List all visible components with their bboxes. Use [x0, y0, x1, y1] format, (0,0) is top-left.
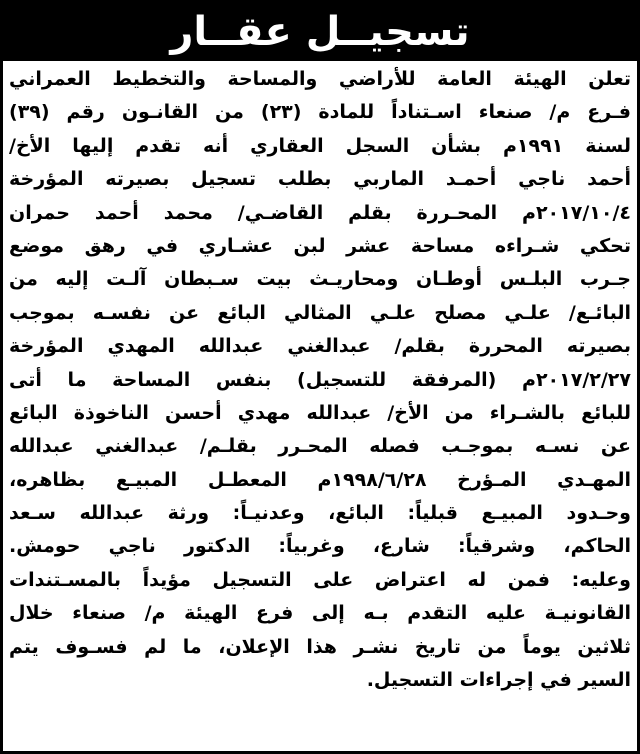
notice-line: ٢٠١٧/٢/٢٧م (المرفقة للتسجيل) بنفس المساحة ما أتى — [9, 368, 631, 391]
notice-body — [9, 63, 631, 697]
notice-line: وعليه: فمن له اعتراض على التسجيل مؤيداً بالمسـتندات — [9, 568, 631, 591]
notice-line: جـرب البلـس أوطـان ومحاريـث بيت سـبطان آلـت إليه من — [9, 268, 631, 291]
notice-line: عن نسـه بموجـب فصله المحـرر بقلـم/ عبدالغني عبدالله — [9, 435, 631, 458]
notice-title: تسجيــل عقــار — [170, 9, 470, 55]
notice-line: للبائع بالشـراء من الأخ/ عبدالله مهدي أحسن الناخوذة البائع — [9, 401, 631, 424]
notice-line: المهـدي المـؤرخ ١٩٩٨/٦/٢٨م المعطـل المبيـع بظاهره، — [9, 468, 631, 491]
notice-line: بصيرته المحررة بقلم/ عبدالغني عبدالله المهدي المؤرخة — [9, 335, 631, 358]
notice-line: فـرع م/ صنعاء اسـتناداً للمادة (٢٣) من القانـون رقم (٣٩) — [9, 101, 631, 124]
notice-line: لسنة ١٩٩١م بشأن السجل العقاري أنه تقدم إليها الأخ/ — [9, 134, 631, 157]
notice-line: الحاكم، وشرقياً: شارع، وغربياً: الدكتور ناجي حومش. — [9, 535, 631, 558]
notice-line: القانونيـة عليه التقدم بـه إلى فرع الهيئة م/ صنعاء خلال — [9, 602, 631, 625]
notice-line: ثلاثين يوماً من تاريخ نشـر هذا الإعلان، ما لم فسـوف يتم — [9, 635, 631, 658]
notice-line: أحمد ناجي أحمـد الماربي بطلب تسجيل بصيرته المؤرخة — [9, 168, 631, 191]
notice-line: ٢٠١٧/١٠/٤م المحـررة بقلم القاضـي/ محمد أحمد حمران — [9, 201, 631, 224]
notice-line: السير في إجراءات التسجيل. — [366, 669, 631, 692]
notice-line: البائـع/ علـي مصلح علـي المثالي البائع عن نفسـه بموجب — [9, 301, 631, 324]
notice-line: وحـدود المبيـع قبلياً: البائع، وعدنيـاً: ورثة عبدالله سـعد — [9, 502, 631, 525]
notice-line: تحكي شـراءه مساحة عشر لبن عشـاري في رهق موضع — [9, 234, 631, 257]
notice-header — [3, 3, 637, 61]
notice-line: تعلن الهيئة العامة للأراضي والمساحة والتخطيط العمراني — [9, 68, 631, 90]
